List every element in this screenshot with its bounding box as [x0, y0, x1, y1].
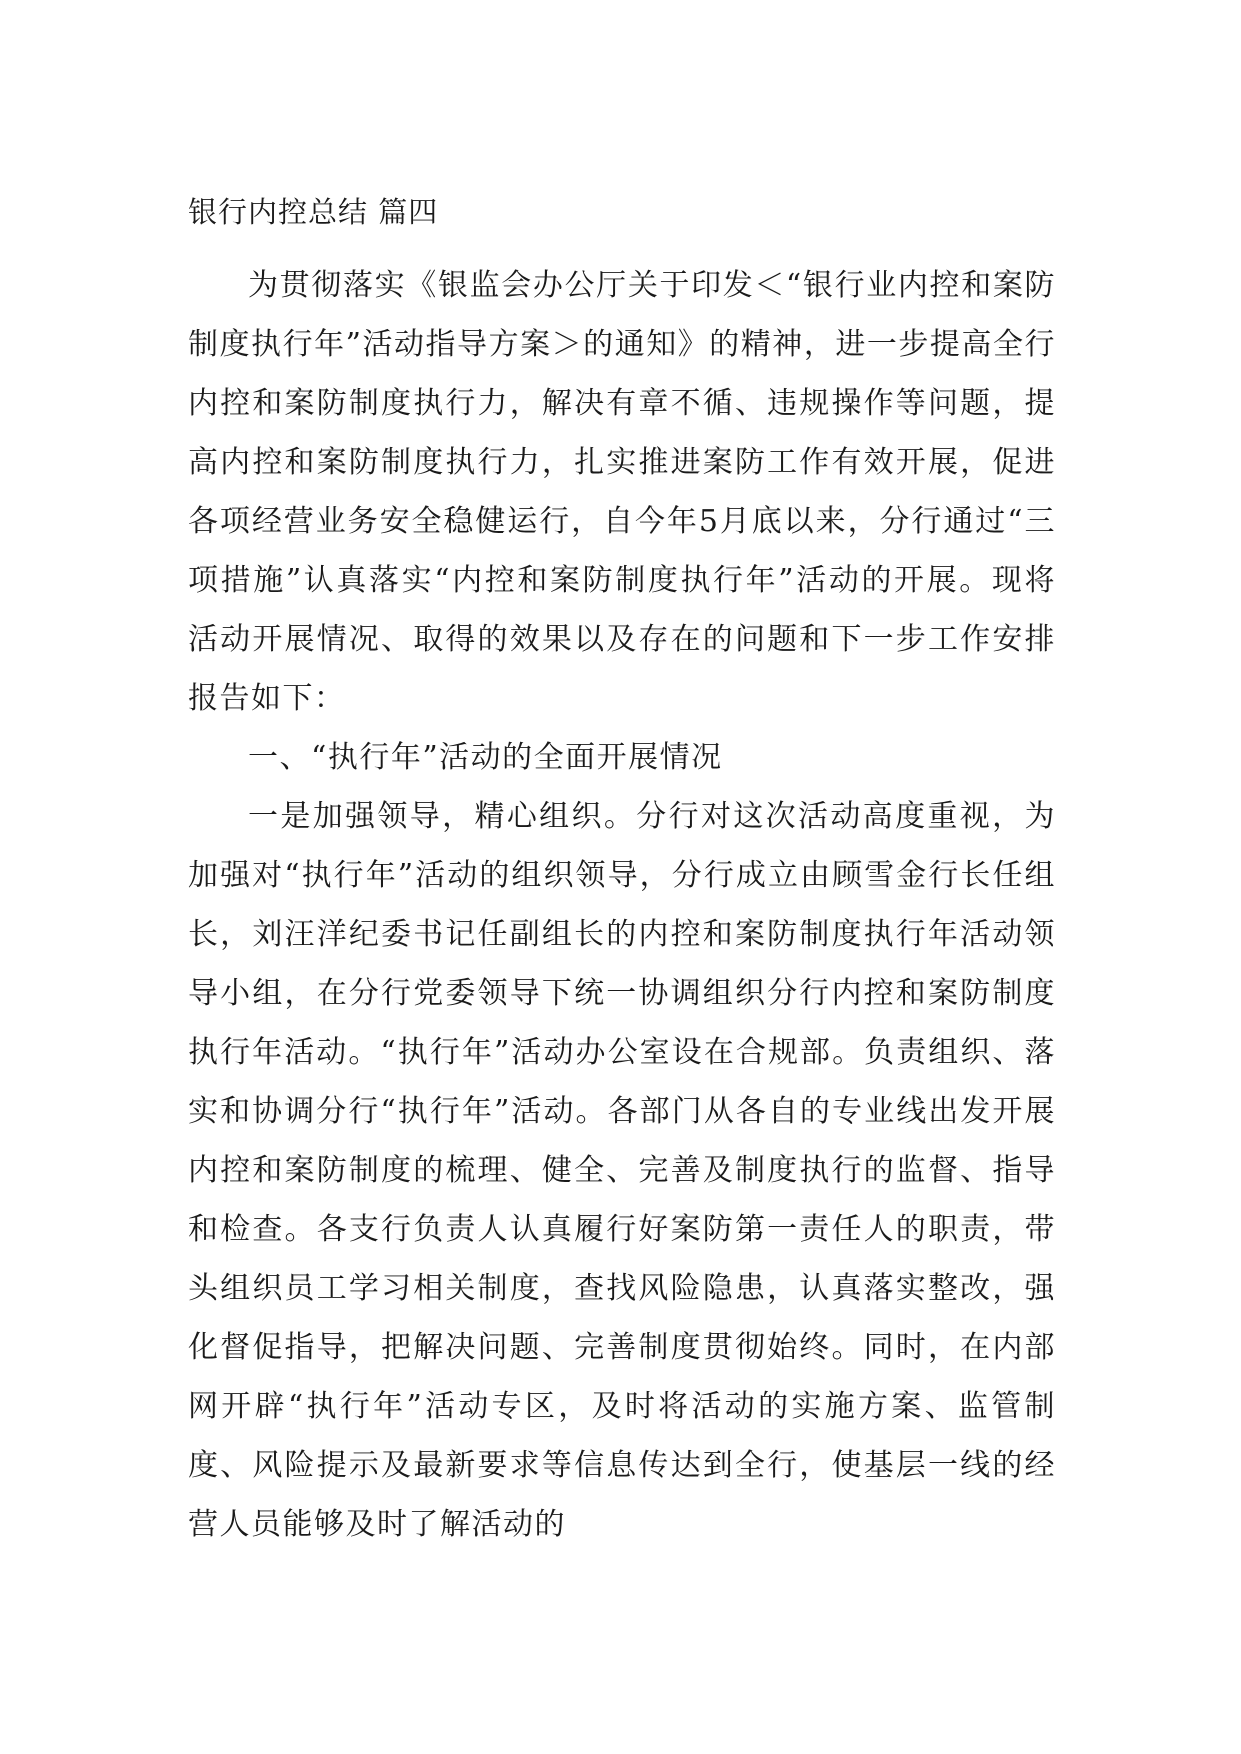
section-paragraph: 一是加强领导，精心组织。分行对这次活动高度重视，为加强对“执行年”活动的组织领导，分行成立由顾雪金行长任组长，刘汪洋纪委书记任副组长的内控和案防制度执行年活动领导小组，在分行党委领导下统一协调组织分行内控和案防制度执行年活动。“执行年”活动办公室设在合规部。负责组织、落实和协调分行“执行年”活动。各部门从各自的专业线出发开展内控和案防制度的梳理、健全、完善及制度执行的监督、指导和检查。各支行负责人认真履行好案防第一责任人的职责，带头组织员工学习相关制度，查找风险隐患，认真落实整改，强化督促指导，把解决问题、完善制度贯彻始终。同时，在内部网开辟“执行年”活动专区，及时将活动的实施方案、监管制度、风险提示及最新要求等信息传达到全行，使基层一线的经营人员能够及时了解活动的 [188, 799, 1056, 1542]
intro-paragraph: 为贯彻落实《银监会办公厅关于印发＜“银行业内控和案防制度执行年”活动指导方案＞的通知》的精神，进一步提高全行内控和案防制度执行力，解决有章不循、违规操作等问题，提高内控和案防制度执行力，扎实推进案防工作有效开展，促进各项经营业务安全稳健运行，自今年5月底以来，分行通过“三项措施”认真落实“内控和案防制度执行年”活动的开展。现将活动开展情况、取得的效果以及存在的问题和下一步工作安排报告如下： [188, 268, 1056, 716]
document-title: 银行内控总结 篇四 [188, 195, 439, 229]
section-heading: 一、“执行年”活动的全面开展情况 [248, 740, 723, 775]
document-body [188, 192, 1056, 1554]
